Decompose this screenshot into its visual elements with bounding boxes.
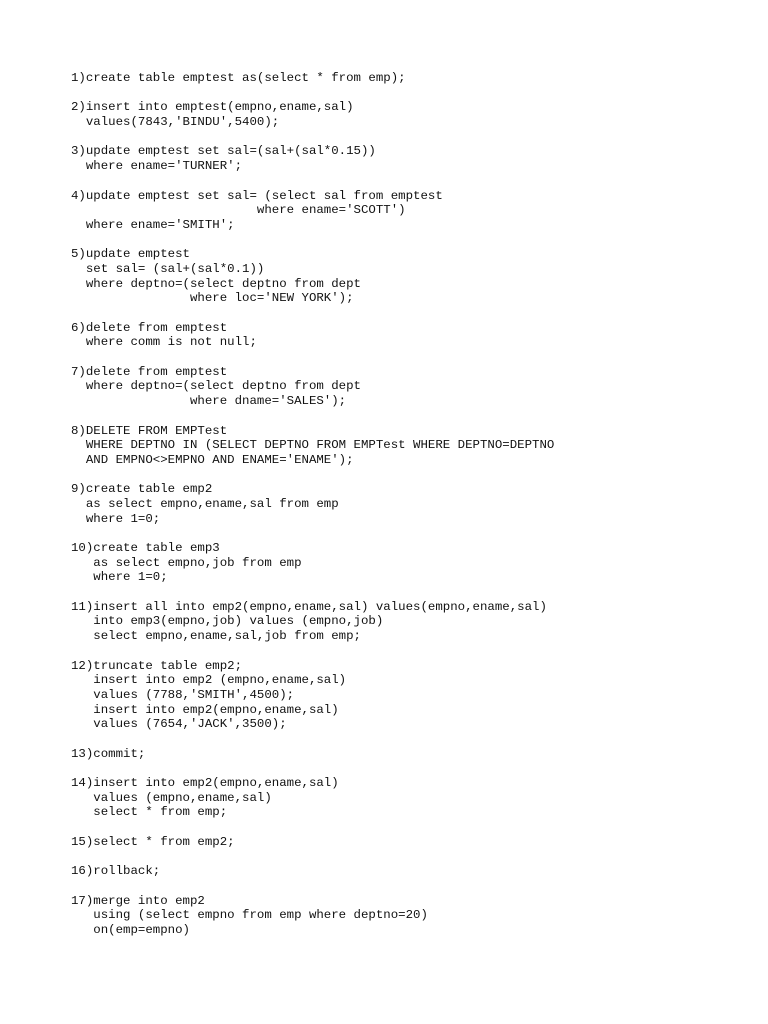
code-line: values (7788,'SMITH',4500); [71,687,295,702]
sql-statement-block [71,776,554,820]
sql-statement-block [71,100,554,129]
code-line: where loc='NEW YORK'); [71,291,354,306]
code-line: values (7654,'JACK',3500); [71,717,287,732]
sql-statement-block [71,424,554,468]
sql-statement-block [71,747,554,762]
code-line: 16)rollback; [71,864,161,879]
code-line: 12)truncate table emp2; [71,658,243,673]
code-line: where 1=0; [71,511,161,526]
sql-statement-block [71,894,554,938]
code-line: as select empno,job from emp [71,555,302,570]
code-line: 10)create table emp3 [71,541,220,555]
code-line: 5)update emptest [71,247,190,262]
code-line: where ename='SCOTT') [71,203,406,218]
code-line: 9)create table emp2 [71,482,213,497]
code-line: select * from emp; [71,805,228,820]
code-line: 3)update emptest set sal=(sal+(sal*0.15)) [71,144,376,159]
code-line: 11)insert all into emp2(empno,ename,sal) values(empno,ename,sal) [71,599,547,614]
code-line: 4)update emptest set sal= (select sal from emptest [71,188,443,203]
sql-statement-block [71,321,554,350]
code-line: 6)delete from emptest [71,320,228,335]
code-line: 2)insert into emptest(empno,ename,sal) [71,100,354,115]
code-line: where 1=0; [71,570,168,585]
code-line: on(emp=empno) [71,922,190,937]
code-line: where comm is not null; [71,335,257,350]
code-line: WHERE DEPTNO IN (SELECT DEPTNO FROM EMPTest WHERE DEPTNO=DEPTNO [71,438,555,453]
code-line: set sal= (sal+(sal*0.1)) [71,261,265,276]
code-line: 1)create table emptest as(select * from emp); [71,71,406,85]
sql-statement-block [71,247,554,306]
code-line: AND EMPNO<>EMPNO AND ENAME='ENAME'); [71,452,354,467]
code-line: using (select empno from emp where deptno=20) [71,908,428,923]
code-line: insert into emp2 (empno,ename,sal) [71,673,347,688]
code-line: values (empno,ename,sal) [71,790,272,805]
code-line: where ename='SMITH'; [71,217,235,232]
sql-statement-block [71,189,554,233]
sql-statement-block [71,365,554,409]
code-line: where dname='SALES'); [71,394,347,409]
code-line: insert into emp2(empno,ename,sal) [71,702,339,717]
code-line: 15)select * from emp2; [71,834,235,849]
code-line: 7)delete from emptest [71,364,228,379]
code-line: where deptno=(select deptno from dept [71,379,361,394]
code-line: 13)commit; [71,746,146,761]
sql-statement-block [71,71,554,86]
code-line: as select empno,ename,sal from emp [71,496,339,511]
code-line: where ename='TURNER'; [71,159,243,174]
code-line: 14)insert into emp2(empno,ename,sal) [71,776,339,790]
code-line: select empno,ename,sal,job from emp; [71,629,361,644]
code-line: values(7843,'BINDU',5400); [71,115,280,130]
code-line: where deptno=(select deptno from dept [71,276,361,291]
sql-statement-block [71,600,554,644]
code-line: 8)DELETE FROM EMPTest [71,423,228,438]
sql-statement-block [71,482,554,526]
code-line: 17)merge into emp2 [71,893,205,908]
sql-statement-block [71,144,554,173]
sql-statement-block [71,541,554,585]
sql-statement-block [71,659,554,732]
document-body [71,71,554,952]
code-line: into emp3(empno,job) values (empno,job) [71,614,384,629]
sql-statement-block [71,835,554,850]
sql-statement-block [71,864,554,879]
